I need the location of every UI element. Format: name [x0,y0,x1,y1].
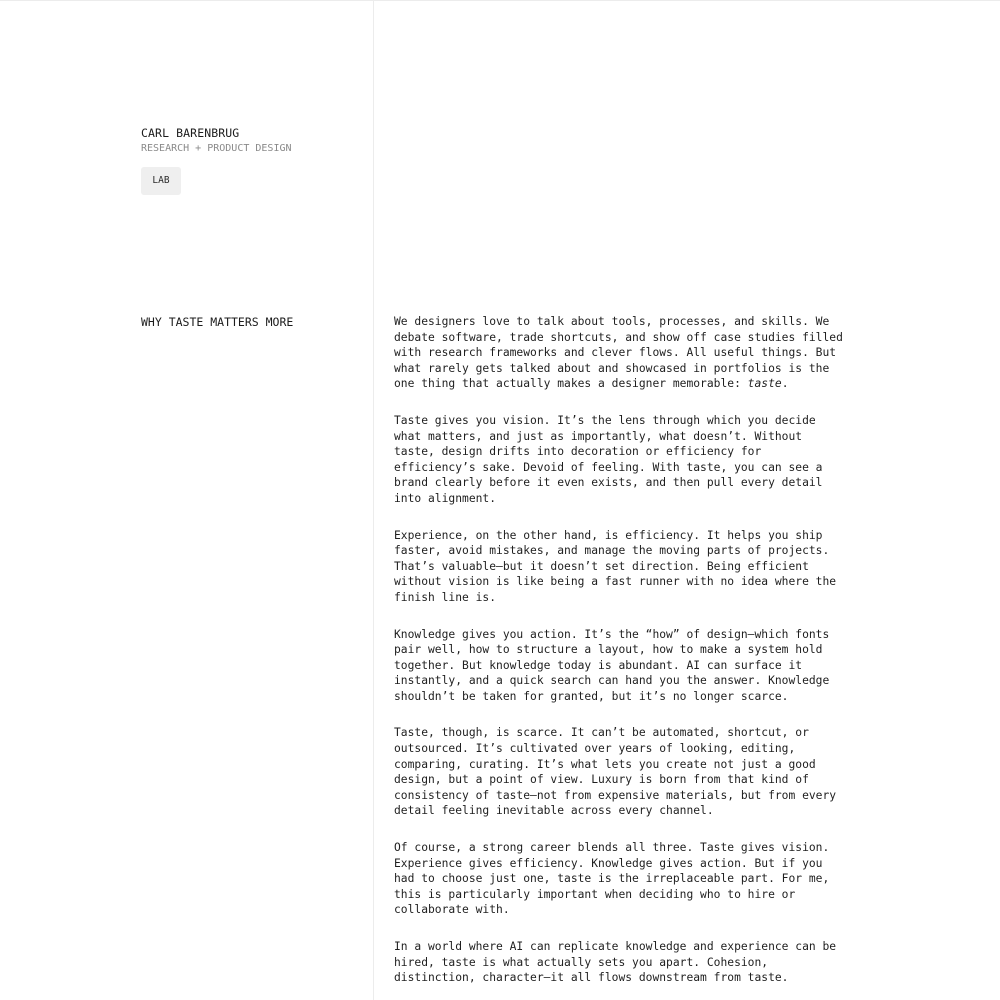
article-body [394,314,874,1000]
author-subtitle: RESEARCH + PRODUCT DESIGN [141,143,292,154]
article-paragraph: Taste gives you vision. It’s the lens through which you decide what matters, and just as importantly, what doesn’t. Without taste, design drifts into decoration or efficiency for efficiency’s sake. Devoid of feeling. With taste, you can see a brand clearly before it even exists, and then pull every detail into alignment. [394,413,823,505]
top-border [0,0,1000,1]
article-paragraph: In a world where AI can replicate knowledge and experience can be hired, taste is what actually sets you apart. Cohesion, distinction, character—it all flows downstream from taste. [394,940,837,985]
article-paragraph: Of course, a strong career blends all three. Taste gives vision. Experience gives efficiency. Knowledge gives action. But if you had to choose just one, taste is the irreplaceable part. For me, this is particularly important when deciding who to hire or collaborate with. [394,841,830,917]
article-paragraph: Experience, on the other hand, is efficiency. It helps you ship faster, avoid mistakes, and manage the moving parts of projects. That’s valuable—but it doesn’t set direction. Being efficient without vision is like being a fast runner with no idea where the finish line is. [394,528,837,604]
article-paragraph: Knowledge gives you action. It’s the “how” of design—which fonts pair well, how to structure a layout, how to make a system hold together. But knowledge today is abundant. AI can surface it instantly, and a quick search can hand you the answer. Knowledge shouldn’t be taken for granted, but it’s no longer scarce. [394,627,830,703]
article-paragraph [394,314,874,392]
article-paragraph: Taste, though, is scarce. It can’t be automated, shortcut, or outsourced. It’s cultivated over years of looking, editing, comparing, curating. It’s what lets you create not just a good design, but a point of view. Luxury is born from that kind of consistency of taste—not from expensive materials, but from every detail feeling inevitable across every channel. [394,726,837,818]
column-divider [373,0,374,1000]
emphasis-taste: taste [747,377,782,391]
lab-button[interactable]: LAB [141,167,181,195]
paragraph-text: We designers love to talk about tools, processes, and skills. We debate software, trade shortcuts, and show off case studies filled with research frameworks and clever flows. All useful things. But what rarely gets talked about and showcased in portfolios is the one thing that actually makes a designer memorable: [394,315,843,391]
paragraph-end: . [781,377,789,391]
author-name[interactable]: CARL BARENBRUG [141,126,240,140]
article-title: WHY TASTE MATTERS MORE [141,315,294,329]
